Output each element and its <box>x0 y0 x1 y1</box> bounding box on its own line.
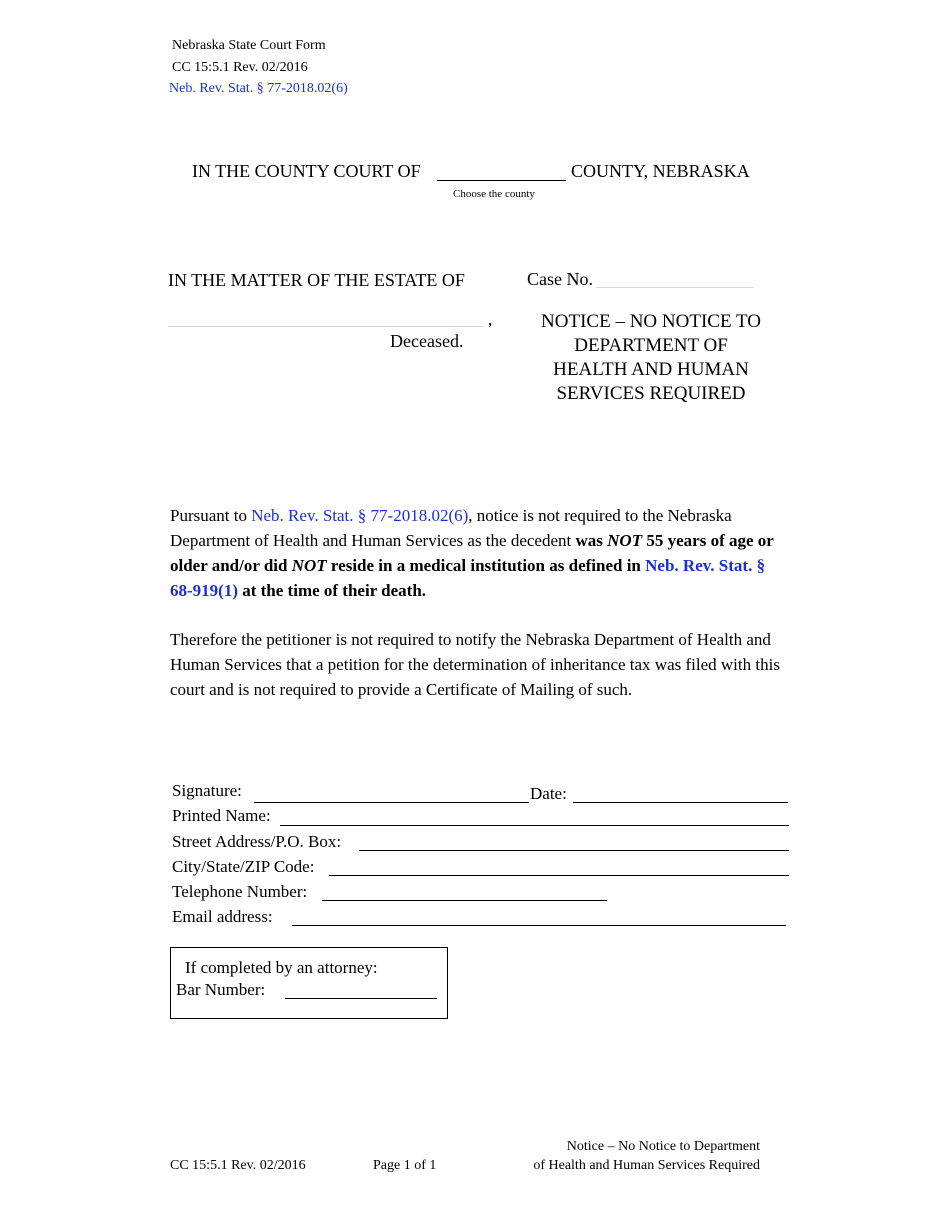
title-line-2: DEPARTMENT OF <box>574 335 728 356</box>
p1-bold-1: was <box>575 531 608 550</box>
signature-label: Signature: <box>172 781 242 800</box>
p1-not-2: NOT <box>291 556 327 575</box>
email-field[interactable] <box>292 925 786 926</box>
paragraph-2: Therefore the petitioner is not required to notify the Nebraska Department of Health and Human Services that a petition for the determination of inheritance tax was filed with this court and is not required to provide a Certificate of Mailing of such. <box>170 630 780 699</box>
date-field[interactable] <box>573 802 788 803</box>
street-address-field[interactable] <box>359 850 789 851</box>
county-hint: Choose the county <box>453 188 535 200</box>
statute-link-68[interactable]: Neb. Rev. Stat. § 68-919(1) <box>170 556 766 600</box>
p1-not-1: NOT <box>607 531 643 550</box>
date-label: Date: <box>530 784 567 803</box>
street-address-label: Street Address/P.O. Box: <box>172 832 342 851</box>
p1-bold-2: 55 years of age or older and/or did <box>170 531 774 575</box>
caption-comma: , <box>488 310 493 329</box>
deceased-label: Deceased. <box>390 331 464 351</box>
title-line-3: HEALTH AND HUMAN <box>553 359 749 380</box>
footer-form-number: CC 15:5.1 Rev. 02/2016 <box>170 1158 306 1173</box>
statute-link[interactable]: Neb. Rev. Stat. § 77-2018.02(6) <box>169 81 348 96</box>
court-suffix: COUNTY, NEBRASKA <box>571 161 750 181</box>
footer-title-line-2: of Health and Human Services Required <box>533 1158 760 1173</box>
court-prefix: IN THE COUNTY COURT OF <box>192 161 421 181</box>
county-select[interactable] <box>437 180 566 181</box>
case-number-field[interactable] <box>596 287 754 288</box>
attorney-box <box>170 947 448 1019</box>
p1-text-start: Pursuant to <box>170 506 252 525</box>
case-no-label: Case No. <box>527 269 593 289</box>
title-line-1: NOTICE – NO NOTICE TO <box>541 311 761 332</box>
paragraph-1 <box>170 503 790 603</box>
telephone-label: Telephone Number: <box>172 882 308 901</box>
footer-page-number: Page 1 of 1 <box>373 1158 437 1173</box>
footer-title-line-1: Notice – No Notice to Department <box>566 1139 760 1154</box>
telephone-field[interactable] <box>322 900 607 901</box>
signature-field[interactable] <box>254 802 529 803</box>
p1-bold-3: reside in a medical institution as defined in <box>326 556 646 575</box>
p1-bold-4: at the time of their death. <box>237 581 427 600</box>
matter-label: IN THE MATTER OF THE ESTATE OF <box>168 270 465 290</box>
city-state-zip-field[interactable] <box>329 875 789 876</box>
p1-text-mid: , notice is not required to the Nebraska Department of Health and Human Services as the decedent <box>170 506 732 550</box>
title-line-4: SERVICES REQUIRED <box>556 383 746 404</box>
attorney-heading: If completed by an attorney: <box>185 958 378 977</box>
printed-name-field[interactable] <box>280 825 789 826</box>
printed-name-label: Printed Name: <box>172 806 271 825</box>
bar-number-label: Bar Number: <box>176 980 266 999</box>
form-number: CC 15:5.1 Rev. 02/2016 <box>172 60 308 75</box>
decedent-name-field[interactable] <box>168 326 484 327</box>
form-title <box>520 310 782 406</box>
form-source: Nebraska State Court Form <box>172 38 326 53</box>
email-label: Email address: <box>172 907 273 926</box>
bar-number-field[interactable] <box>285 998 437 999</box>
city-state-zip-label: City/State/ZIP Code: <box>172 857 315 876</box>
statute-link-77[interactable]: Neb. Rev. Stat. § 77-2018.02(6) <box>251 506 469 525</box>
